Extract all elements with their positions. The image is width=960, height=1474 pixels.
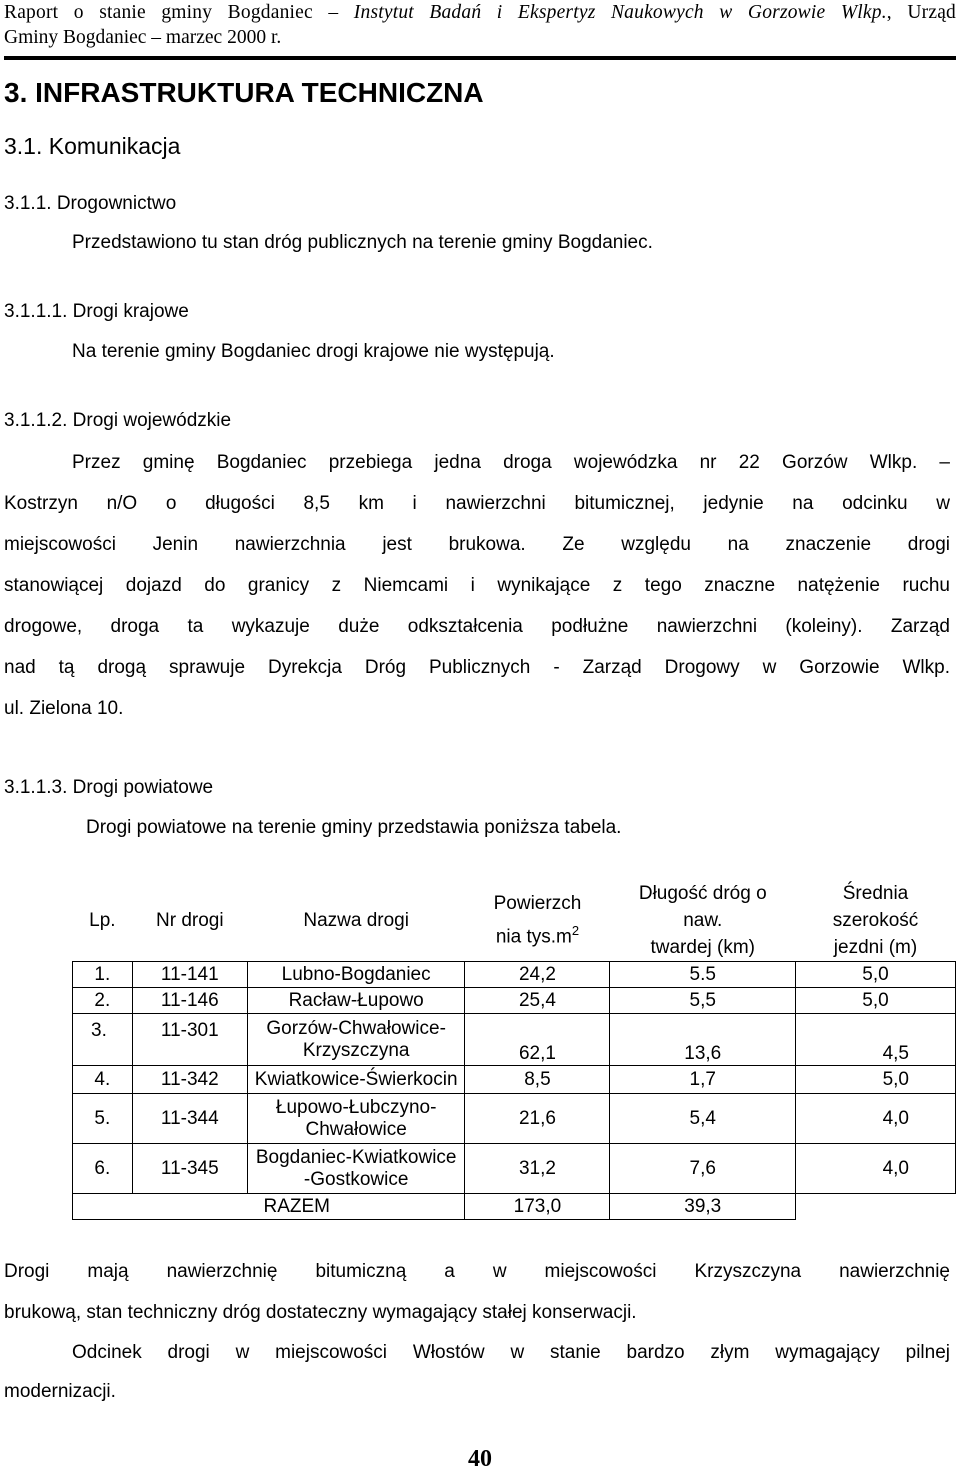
header-rule bbox=[4, 56, 956, 60]
header-powierzchnia: Powierzch nia $tys.m^2$ bbox=[493, 893, 582, 948]
after-table-paragraph: Drogi mają nawierzchnię bitumiczną a w miejscowości Krzyszczyna nawierzchnię brukową, stan techniczny dróg dostateczny wymagający stałej konserwacji. bbox=[4, 1261, 950, 1323]
page-number: 40 bbox=[468, 1446, 492, 1472]
table-row: 2. 11-146 Racław-Łupowo 25,4 5,5 5,0 bbox=[73, 988, 956, 1014]
header-nr: Nr drogi bbox=[156, 910, 224, 931]
header-nazwa: Nazwa drogi bbox=[303, 910, 409, 931]
header-line-1: Raport o stanie gminy Bogdaniec – Instytut Badań i Ekspertyz Naukowych w Gorzowie Wlkp., Urząd bbox=[4, 2, 956, 23]
subsection-title: 3.1. Komunikacja bbox=[4, 133, 181, 159]
final-paragraph-line-1: Odcinek drogi w miejscowości Włostów w stanie bardzo złym wymagający pilnej bbox=[72, 1342, 950, 1363]
final-paragraph-line-2: modernizacji. bbox=[4, 1381, 116, 1402]
powiatowe-text: Drogi powiatowe na terenie gminy przedstawia poniższa tabela. bbox=[86, 817, 622, 838]
wojewodzkie-heading: 3.1.1.2. Drogi wojewódzkie bbox=[4, 410, 232, 431]
krajowe-heading: 3.1.1.1. Drogi krajowe bbox=[4, 301, 189, 322]
intro-text: Przedstawiono tu stan dróg publicznych na terenie gminy Bogdaniec. bbox=[72, 232, 653, 253]
table-row: 6. 11-345 Bogdaniec-Kwiatkowice -Gostkowice 31,2 7,6 4,0 bbox=[73, 1144, 956, 1194]
header-line-2: Gminy Bogdaniec – marzec 2000 r. bbox=[4, 27, 282, 48]
section-title: 3. INFRASTRUKTURA TECHNICZNA bbox=[4, 77, 484, 108]
table-header-row bbox=[73, 880, 956, 962]
wojewodzkie-paragraph: Kostrzyn n/O o długości 8,5 km i nawierzchni bitumicznej, jedynie na odcinku w miejscowości Jenin nawierzchnia jest brukowa. Ze względu na znaczenie drogi stanowiącej dojazd do granicy z Niemcami i wynikające z tego znaczne natężenie ruchu drogowe, droga ta wykazuje duże odkształcenia podłużne nawierzchni (koleiny). Zarząd nad tą drogą sprawuje Dyrekcja Dróg Publicznych - Zarząd Drogowy w Gorzowie Wlkp. ul. Zielona 10. bbox=[4, 493, 950, 719]
table-row: 3. 11-301 Gorzów-Chwałowice- Krzyszczyna 62,1 13,6 4,5 bbox=[73, 1014, 956, 1066]
powiatowe-heading: 3.1.1.3. Drogi powiatowe bbox=[4, 777, 214, 798]
table-row: 5. 11-344 Łupowo-Łubczyno- Chwałowice 21,6 5,4 4,0 bbox=[73, 1094, 956, 1144]
running-header bbox=[4, 0, 956, 50]
table-total-row: RAZEM 173,0 39,3 bbox=[73, 1194, 956, 1220]
roads-table bbox=[72, 880, 956, 1220]
krajowe-text: Na terenie gminy Bogdaniec drogi krajowe nie występują. bbox=[72, 341, 555, 362]
wojewodzkie-line-1: Przez gminę Bogdaniec przebiega jedna droga wojewódzka nr 22 Gorzów Wlkp. – bbox=[72, 452, 950, 473]
subsubsection-title: 3.1.1. Drogownictwo bbox=[4, 193, 177, 214]
table-row: 1. 11-141 Lubno-Bogdaniec 24,2 5.5 5,0 bbox=[73, 962, 956, 988]
table-row: 4. 11-342 Kwiatkowice-Świerkocin 8,5 1,7 5,0 bbox=[73, 1066, 956, 1094]
header-dlugosc: Długość dróg o naw. twardej (km) bbox=[638, 883, 767, 958]
header-lp: Lp. bbox=[89, 910, 116, 931]
header-szerokosc: Średnia szerokość jezdni (m) bbox=[832, 883, 919, 958]
